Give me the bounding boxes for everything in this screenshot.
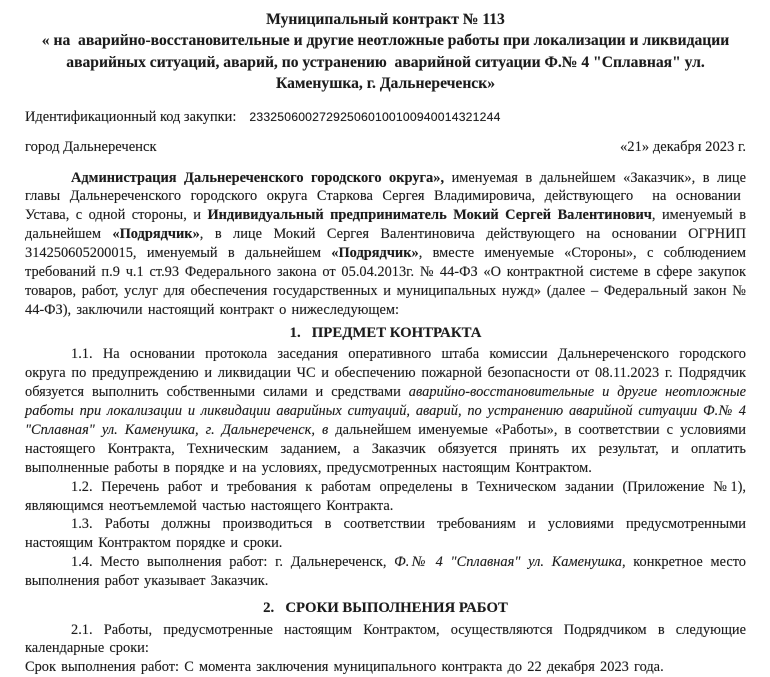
document-city: город Дальнереченск [25,138,157,155]
procurement-id-row [25,108,746,127]
clause-1-4: 1.4. Место выполнения работ: г. Дальнереченск, Ф.№ 4 "Сплавная" ул. Каменушка, конкретное место выполнения работ указывает Заказчик. [25,554,746,590]
section-1-heading: 1. ПРЕДМЕТ КОНТРАКТА [289,324,482,341]
clause-1-2: 1.2. Перечень работ и требования к работам определены в Техническом задании (Приложение №1), являющимся неотъемлемой частью настоящего Контракта. [25,478,746,514]
clause-1-3: 1.3. Работы должны производиться в соответствии требованиям и условиями предусмотренными настоящим Контрактом порядке и сроки. [25,516,746,552]
work-deadline-line: Срок выполнения работ: С момента заключения муниципального контракта до 22 декабря 2023 года. [25,659,664,676]
clause-1-1: 1.1. На основании протокола заседания оперативного штаба комиссии Дальнереченского городского округа по предупреждению и ликвидации ЧС и обеспечению пожарной безопасности от 08.11.2023 г. Подрядчик обязуется выполнить собственными силами и средствами аварийно-восстановительные и другие неотложные работы при локализации и ликвидации аварийных ситуаций, аварий, по устранению аварийной ситуации Ф.№ 4 "Сплавная" ул. Каменушка, г. Дальнереченск, в дальнейшем именуемые «Работы», в соответствии с условиями настоящего Контракта, Техническим заданием, а Заказчик обязуется принять их результат, и оплатить выполненные работы в порядке и на условиях, предусмотренных настоящим Контрактом. [25,346,746,476]
clause-2-1: 2.1. Работы, предусмотренные настоящим Контрактом, осуществляются Подрядчиком в следующие календарные сроки: [25,621,746,657]
procurement-id-label: Идентификационный код закупки: [25,108,237,125]
document-date: «21» декабря 2023 г. [620,138,746,155]
city-date-row [25,138,746,157]
section-2-heading: 2. СРОКИ ВЫПОЛНЕНИЯ РАБОТ [263,600,508,617]
contract-title: Муниципальный контракт № 113 [266,11,505,28]
preamble-paragraph: Администрация Дальнереченского городского округа», именуемая в дальнейшем «Заказчик», в лице главы Дальнереченского городского округа Старкова Сергея Владимировича, действующего на основании Устава, с одной стороны, и Индивидуальный предприниматель Мокий Сергей Валентинович, именуемый в дальнейшем «Подрядчик», в лице Мокий Сергея Валентиновича действующего на основании ОГРНИП 314250605200015, именуемый в дальнейшем «Подрядчик», вместе именуемые «Стороны», с соблюдением требований п.9 ч.1 ст.93 Федерального закона от 05.04.2013г. № 44-ФЗ «О контрактной системе в сфере закупок товаров, работ, услуг для обеспечения государственных и муниципальных нужд» (далее – Федеральный закон № 44-ФЗ), заключили настоящий контракт о нижеследующем: [25,169,746,318]
contract-subtitle: « на аварийно-восстановительные и другие неотложные работы при локализации и ликвидации аварийных ситуаций, аварий, по устранению аварийной ситуации Ф.№ 4 "Сплавная" ул. Каменушка, г. Дальнереченск» [41,32,730,92]
procurement-id-value: 233250600272925060100100940014321244 [249,109,501,124]
